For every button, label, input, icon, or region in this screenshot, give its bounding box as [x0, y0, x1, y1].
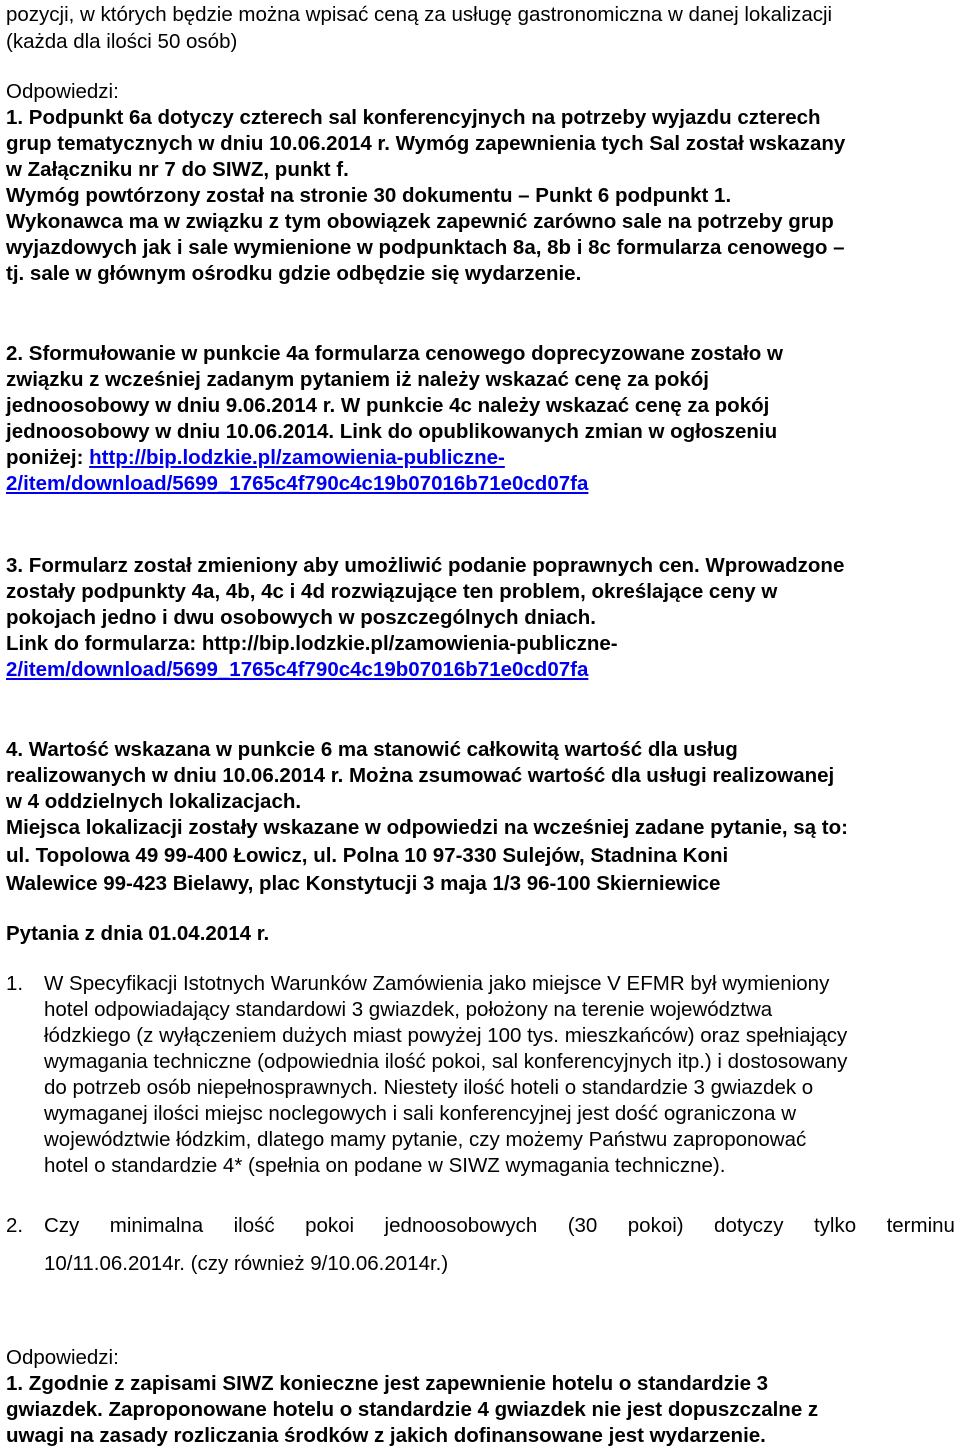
answer-line: 4. Wartość wskazana w punkcie 6 ma stanowić całkowitą wartość dla usług: [6, 738, 738, 761]
question-line: hotel o standardzie 4* (spełnia on podane w SIWZ wymagania techniczne).: [44, 1154, 726, 1177]
answer-line: Miejsca lokalizacji zostały wskazane w odpowiedzi na wcześniej zadane pytanie, są to:: [6, 816, 848, 839]
word: Czy: [44, 1214, 80, 1237]
form-link[interactable]: 2/item/download/5699_1765c4f790c4c19b07016b71e0cd07fa: [6, 658, 589, 681]
question-line: województwie łódzkim, dlatego mamy pytanie, czy możemy Państwu zaproponować: [44, 1128, 807, 1151]
word: pokoi: [305, 1214, 355, 1237]
answer-line: grup tematycznych w dniu 10.06.2014 r. Wymóg zapewnienia tych Sal został wskazany: [6, 132, 846, 155]
word: dotyczy: [714, 1214, 784, 1237]
question-line: W Specyfikacji Istotnych Warunków Zamówienia jako miejsce V EFMR był wymieniony: [44, 972, 830, 995]
question-line: wymagania techniczne (odpowiednia ilość pokoi, sal konferencyjnych itp.) i dostosowany: [44, 1050, 848, 1073]
answer-line: 2. Sformułowanie w punkcie 4a formularza cenowego doprecyzowane zostało w: [6, 342, 783, 365]
word: minimalna: [109, 1214, 204, 1237]
word: terminu: [886, 1214, 955, 1237]
section-heading: Odpowiedzi:: [6, 1346, 119, 1369]
question-line: 10/11.06.2014r. (czy również 9/10.06.2014r.): [44, 1252, 449, 1275]
address-line: Walewice 99-423 Bielawy, plac Konstytucji 3 maja 1/3 96-100 Skierniewice: [6, 872, 721, 895]
list-number: 1.: [6, 972, 24, 995]
list-number: 2.: [6, 1214, 24, 1237]
question-line: hotel odpowiadający standardowi 3 gwiazdek, położony na terenie województwa: [44, 998, 773, 1021]
form-link[interactable]: Link do formularza: http://bip.lodzkie.pl/zamowienia-publiczne-: [6, 632, 618, 655]
question-line-justified: [44, 1213, 955, 1239]
answer-line: w Załączniku nr 7 do SIWZ, punkt f.: [6, 158, 349, 181]
question-line: wymaganej ilości miejsc noclegowych i sali konferencyjnej jest dość ograniczona w: [44, 1102, 797, 1125]
answer-line: jednoosobowy w dniu 10.06.2014. Link do opublikowanych zmian w ogłoszeniu: [6, 420, 778, 443]
answer-line: uwagi na zasady rozliczania środków z jakich dofinansowane jest wydarzenie.: [6, 1424, 766, 1447]
text-segment: poniżej:: [6, 446, 90, 469]
word: ilość: [233, 1214, 275, 1237]
answer-line: realizowanych w dniu 10.06.2014 r. Można zsumować wartość dla usługi realizowanej: [6, 764, 835, 787]
question-line: do potrzeb osób niepełnosprawnych. Niestety ilość hoteli o standardzie 3 gwiazdek o: [44, 1076, 814, 1099]
answer-line: [6, 445, 505, 471]
answer-line: pokojach jedno i dwu osobowych w poszczególnych dniach.: [6, 606, 597, 629]
document-link[interactable]: 2/item/download/5699_1765c4f790c4c19b07016b71e0cd07fa: [6, 472, 589, 495]
answer-line: 1. Podpunkt 6a dotyczy czterech sal konferencyjnych na potrzeby wyjazdu czterech: [6, 106, 821, 129]
answer-line: Wymóg powtórzony został na stronie 30 dokumentu – Punkt 6 podpunkt 1.: [6, 184, 732, 207]
answer-line: zostały podpunkty 4a, 4b, 4c i 4d rozwiązujące ten problem, określające ceny w: [6, 580, 778, 603]
answer-line: w 4 oddzielnych lokalizacjach.: [6, 790, 302, 813]
section-heading: Odpowiedzi:: [6, 80, 119, 103]
document-link[interactable]: http://bip.lodzkie.pl/zamowienia-publiczne-: [89, 446, 505, 469]
word: jednoosobowych: [384, 1214, 538, 1237]
word: pokoi): [627, 1214, 684, 1237]
text-line: (każda dla ilości 50 osób): [6, 30, 238, 53]
answer-line: Wykonawca ma w związku z tym obowiązek zapewnić zarówno sale na potrzeby grup: [6, 210, 834, 233]
questions-heading: Pytania z dnia 01.04.2014 r.: [6, 922, 270, 945]
answer-line: wyjazdowych jak i sale wymienione w podpunktach 8a, 8b i 8c formularza cenowego –: [6, 236, 845, 259]
text-line: pozycji, w których będzie można wpisać ceną za usługę gastronomiczna w danej lokalizacji: [6, 3, 833, 26]
answer-line: 1. Zgodnie z zapisami SIWZ konieczne jest zapewnienie hotelu o standardzie 3: [6, 1372, 769, 1395]
answer-line: jednoosobowy w dniu 9.06.2014 r. W punkcie 4c należy wskazać cenę za pokój: [6, 394, 770, 417]
answer-line: gwiazdek. Zaproponowane hotelu o standardzie 4 gwiazdek nie jest dopuszczalne z: [6, 1398, 819, 1421]
word: (30: [567, 1214, 598, 1237]
answer-line: związku z wcześniej zadanym pytaniem iż należy wskazać cenę za pokój: [6, 368, 709, 391]
question-line: łódzkiego (z wyłączeniem dużych miast powyżej 100 tys. mieszkańców) oraz spełniający: [44, 1024, 848, 1047]
answer-line: 3. Formularz został zmieniony aby umożliwić podanie poprawnych cen. Wprowadzone: [6, 554, 845, 577]
answer-line: tj. sale w głównym ośrodku gdzie odbędzie się wydarzenie.: [6, 262, 582, 285]
address-line: ul. Topolowa 49 99-400 Łowicz, ul. Polna 10 97-330 Sulejów, Stadnina Koni: [6, 844, 729, 867]
word: tylko: [813, 1214, 857, 1237]
